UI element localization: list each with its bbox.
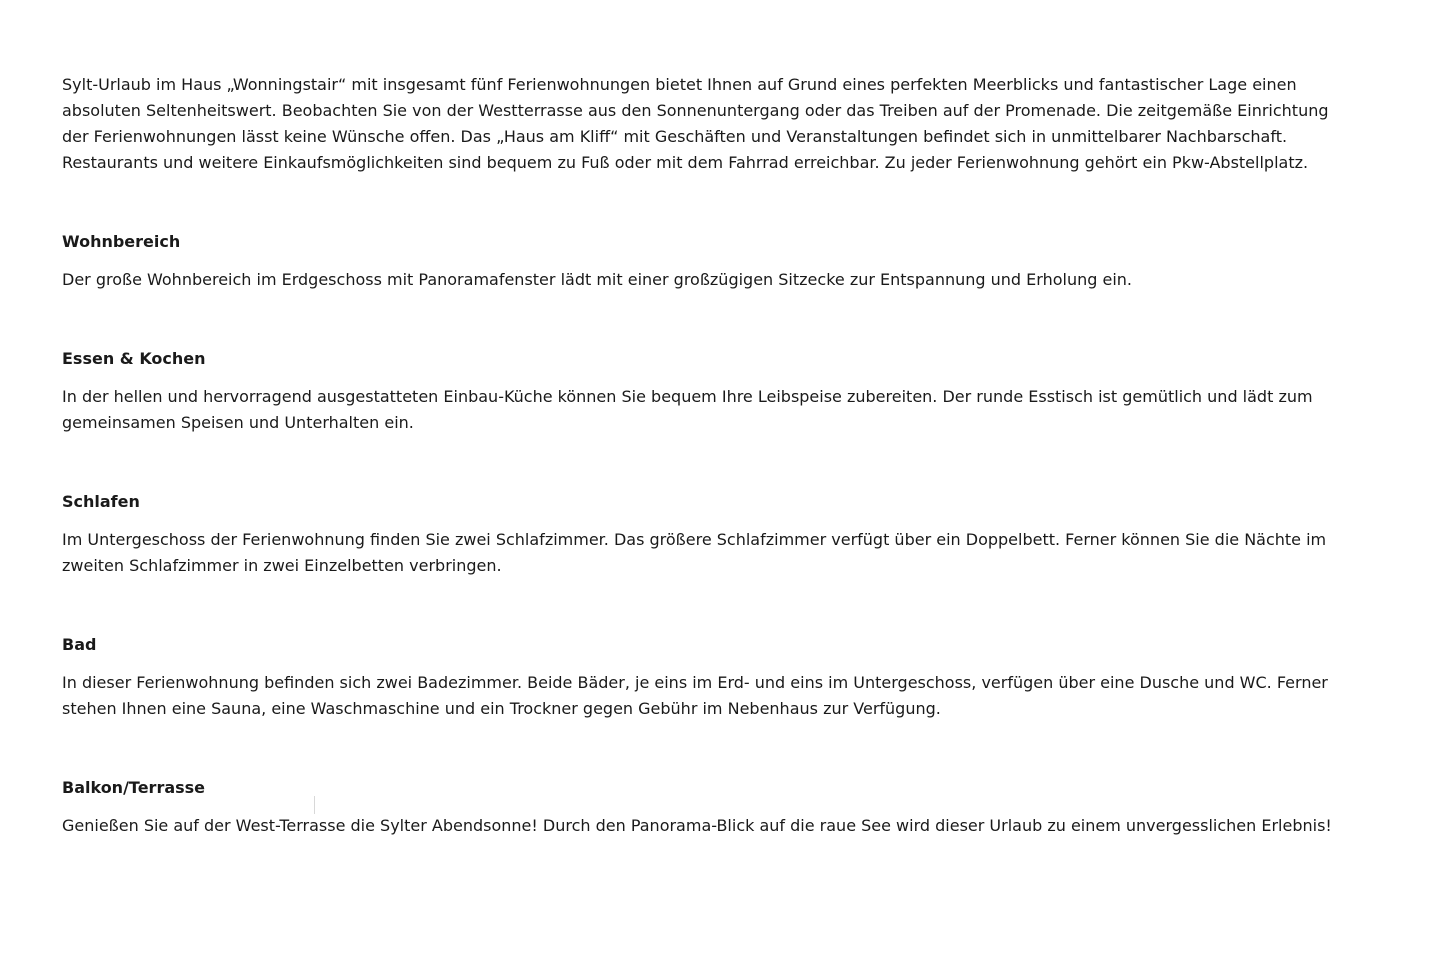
section-title-bad: Bad xyxy=(62,635,97,654)
section-title-balkon-terrasse: Balkon/Terrasse xyxy=(62,778,206,797)
section-title-essen-kochen: Essen & Kochen xyxy=(62,349,206,368)
section-schlafen xyxy=(62,491,1352,579)
section-bad xyxy=(62,634,1352,722)
section-text-schlafen: Im Untergeschoss der Ferienwohnung finden Sie zwei Schlafzimmer. Das größere Schlafzimmer verfügt über ein Doppelbett. Ferner können Sie die Nächte im zweiten Schlafzimmer in zwei Einzelbetten verbringen. xyxy=(62,530,1327,575)
section-text-bad: In dieser Ferienwohnung befinden sich zwei Badezimmer. Beide Bäder, je eins im Erd- und eins im Untergeschoss, verfügen über eine Dusche und WC. Ferner stehen Ihnen eine Sauna, eine Waschmaschine und ein Trockner gegen Gebühr im Nebenhaus zur Verfügung. xyxy=(62,673,1328,718)
section-text-wohnbereich: Der große Wohnbereich im Erdgeschoss mit Panoramafenster lädt mit einer großzügigen Sitzecke zur Entspannung und Erholung ein. xyxy=(62,270,1132,289)
section-text-essen-kochen: In der hellen und hervorragend ausgestatteten Einbau-Küche können Sie bequem Ihre Leibspeise zubereiten. Der runde Esstisch ist gemütlich und lädt zum gemeinsamen Speisen und Unterhalten ein. xyxy=(62,387,1313,432)
section-title-wohnbereich: Wohnbereich xyxy=(62,232,181,251)
intro-paragraph: Sylt-Urlaub im Haus „Wonningstair“ mit insgesamt fünf Ferienwohnungen bietet Ihnen auf Grund eines perfekten Meerblicks und fantastischer Lage einen absoluten Seltenheitswert. Beobachten Sie von der Westterrasse aus den Sonnenuntergang oder das Treiben auf der Promenade. Die zeitgemäße Einrichtung der Ferienwohnungen lässt keine Wünsche offen. Das „Haus am Kliff“ mit Geschäften und Veranstaltungen befindet sich in unmittelbarer Nachbarschaft. Restaurants und weitere Einkaufsmöglichkeiten sind bequem zu Fuß oder mit dem Fahrrad erreichbar. Zu jeder Ferienwohnung gehört ein Pkw-Abstellplatz. xyxy=(62,75,1329,172)
document-body xyxy=(62,72,1352,839)
section-title-schlafen: Schlafen xyxy=(62,492,140,511)
section-wohnbereich xyxy=(62,231,1352,293)
section-essen-kochen xyxy=(62,348,1352,436)
text-cursor-icon xyxy=(314,796,315,814)
section-balkon-terrasse xyxy=(62,777,1352,839)
section-text-balkon-terrasse: Genießen Sie auf der West-Terrasse die Sylter Abendsonne! Durch den Panorama-Blick auf die raue See wird dieser Urlaub zu einem unvergesslichen Erlebnis! xyxy=(62,816,1332,835)
